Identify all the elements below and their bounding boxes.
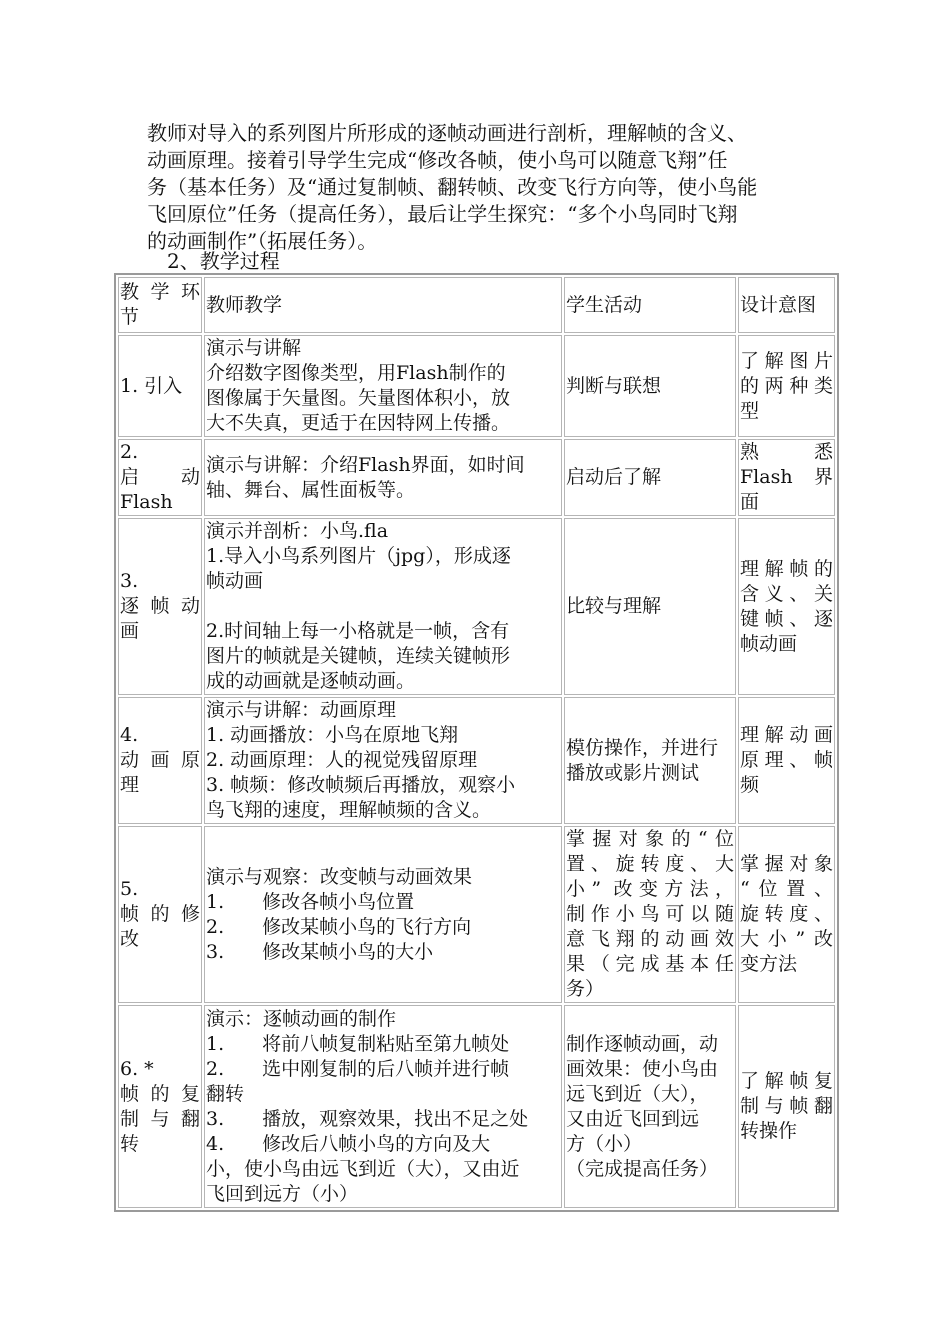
cell-line: 远飞到近（大）， — [566, 1082, 709, 1105]
teacher-cell — [204, 697, 562, 824]
cell-line: 型 — [740, 399, 760, 422]
cell-line: 转操作 — [740, 1120, 798, 1142]
cell-line: 1. 将前八帧复制粘贴至第九帧处 — [206, 1032, 510, 1055]
teacher-cell — [204, 335, 562, 437]
cell-line: 3. 播放，观察效果，找出不足之处 — [206, 1107, 529, 1130]
cell-line: 2. 选中刚复制的后八帧并进行帧 — [206, 1057, 510, 1080]
intro-paragraph — [147, 120, 817, 255]
cell-line: 转 — [120, 1132, 140, 1155]
cell-line: 演示：逐帧动画的制作 — [206, 1007, 397, 1030]
cell-line: 演示与观察：改变帧与动画效果 — [206, 865, 473, 888]
cell-line: 6. * — [120, 1057, 154, 1080]
cell-line: 小” 改变方法， — [566, 878, 734, 900]
cell-line: 逐 帧 动 — [120, 595, 200, 617]
cell-line: 2. 动画原理：人的视觉残留原理 — [206, 749, 478, 771]
cell-line: 启动后了解 — [566, 466, 662, 488]
cell-line: 熟 悉 — [740, 441, 833, 463]
intro-line: 飞回原位”任务（提高任务），最后让学生探究：“多个小鸟同时飞翔 — [147, 202, 738, 226]
cell-line: 帧动画 — [740, 632, 798, 655]
cell-spacer — [206, 594, 560, 619]
table-row — [118, 826, 835, 1003]
teacher-cell — [204, 439, 562, 516]
teaching-process-table — [114, 273, 839, 1212]
cell-line: 方（小） — [566, 1132, 643, 1155]
cell-line: 演示并剖析：小鸟.fla — [206, 520, 389, 542]
cell-line: 旋转度、 — [740, 903, 833, 925]
cell-line: 变方法 — [740, 953, 798, 975]
cell-line: 翻转 — [206, 1082, 245, 1105]
student-cell — [564, 335, 736, 437]
cell-line: 轴、舞台、属性面板等。 — [206, 478, 416, 501]
intro-line: 动画原理。接着引导学生完成“修改各帧，使小鸟可以随意飞翔”任 — [147, 148, 728, 172]
cell-line: 意飞翔的动画效 — [566, 928, 734, 950]
cell-line: 制作逐帧动画，动 — [566, 1032, 719, 1055]
cell-line: 1. 修改各帧小鸟位置 — [206, 890, 415, 913]
cell-line: 理解帧的 — [740, 557, 833, 580]
cell-line: 帧 的 复 — [120, 1082, 200, 1105]
cell-line: 飞回到远方（小） — [206, 1182, 359, 1205]
cell-line: 置、旋转度、大 — [566, 853, 734, 875]
cell-line: 2.时间轴上每一小格就是一帧，含有 — [206, 620, 510, 642]
cell-line: 制与帧翻 — [740, 1095, 833, 1117]
cell-line: 成的动画就是逐帧动画。 — [206, 670, 416, 692]
header-student: 学生活动 — [564, 277, 736, 333]
cell-line: 帧动画 — [206, 570, 264, 592]
cell-line: 演示与讲解：介绍Flash界面，如时间 — [206, 453, 525, 476]
cell-line: 4. — [120, 724, 139, 746]
intro-line: 的动画制作”（拓展任务）。 — [147, 229, 378, 253]
header-teacher: 教师教学 — [204, 277, 562, 333]
cell-line: 图像属于矢量图。矢量图体积小，放 — [206, 387, 511, 409]
cell-line: 播放或影片测试 — [566, 761, 700, 784]
cell-line: 画 — [120, 620, 140, 642]
cell-line: （完成提高任务） — [566, 1157, 719, 1180]
cell-line: 5. — [120, 878, 139, 900]
cell-line: 含义、关 — [740, 582, 833, 605]
student-cell — [564, 1005, 736, 1208]
header-intent: 设计意图 — [738, 277, 835, 333]
cell-line: 3. 修改某帧小鸟的大小 — [206, 940, 434, 963]
student-cell — [564, 518, 736, 695]
intro-line: 务（基本任务）及“通过复制帧、翻转帧、改变飞行方向等，使小鸟能 — [147, 175, 758, 199]
stage-cell — [118, 826, 202, 1003]
cell-line: 动 画 原 — [120, 749, 200, 771]
cell-line: 3. — [120, 570, 139, 592]
cell-line: 大不失真，更适于在因特网上传播。 — [206, 412, 511, 434]
cell-line: 1.导入小鸟系列图片（jpg），形成逐 — [206, 545, 511, 567]
cell-line: Flash — [120, 491, 173, 513]
intent-cell — [738, 697, 835, 824]
intent-cell — [738, 518, 835, 695]
stage-cell — [118, 439, 202, 516]
cell-line: 键帧、逐 — [740, 607, 833, 630]
cell-line: 大小”改 — [740, 928, 833, 950]
intro-line: 教师对导入的系列图片所形成的逐帧动画进行剖析，理解帧的含义、 — [147, 121, 747, 145]
student-cell — [564, 439, 736, 516]
intent-cell — [738, 826, 835, 1003]
table-row — [118, 518, 835, 695]
cell-line: 画效果：使小鸟由 — [566, 1057, 719, 1080]
cell-line: 图片的帧就是关键帧，连续关键帧形 — [206, 645, 511, 667]
table-row — [118, 1005, 835, 1208]
cell-line: 又由近飞回到远 — [566, 1107, 700, 1130]
intent-cell — [738, 439, 835, 516]
cell-line: 的两种类 — [740, 374, 833, 397]
cell-line: 1. 动画播放：小鸟在原地飞翔 — [206, 724, 459, 746]
intent-cell — [738, 1005, 835, 1208]
cell-line: 帧 的 修 — [120, 903, 200, 925]
cell-line: 小，使小鸟由远飞到近（大），又由近 — [206, 1157, 520, 1180]
table-row — [118, 335, 835, 437]
cell-line: 理 — [120, 774, 140, 796]
table-header-row — [118, 277, 835, 333]
cell-line: 改 — [120, 928, 140, 950]
cell-line: 2. — [120, 441, 139, 463]
stage-cell — [118, 335, 202, 437]
cell-line: 制 与 翻 — [120, 1107, 200, 1130]
cell-line: 比较与理解 — [566, 595, 662, 617]
teacher-cell — [204, 1005, 562, 1208]
cell-line: 1. 引入 — [120, 374, 183, 397]
cell-line: 3. 帧频：修改帧频后再播放，观察小 — [206, 774, 516, 796]
intent-cell — [738, 335, 835, 437]
cell-line: 演示与讲解：动画原理 — [206, 699, 397, 721]
header-stage — [118, 277, 202, 333]
cell-line: 介绍数字图像类型，用Flash制作的 — [206, 362, 506, 384]
header-stage-line: 节 — [120, 306, 140, 328]
cell-line: 了解帧复 — [740, 1070, 833, 1092]
cell-line: 4. 修改后八帧小鸟的方向及大 — [206, 1132, 491, 1155]
cell-line: “位置、 — [740, 878, 833, 900]
cell-line: 制作小鸟可以随 — [566, 903, 734, 925]
cell-line: 频 — [740, 774, 760, 796]
table-row — [118, 697, 835, 824]
cell-line: 掌握对象 — [740, 853, 833, 875]
student-cell — [564, 697, 736, 824]
cell-line: 果（完成基本任 — [566, 953, 734, 975]
teacher-cell — [204, 518, 562, 695]
cell-line: 2. 修改某帧小鸟的飞行方向 — [206, 915, 472, 938]
cell-line: 务） — [566, 978, 605, 1000]
section-heading: 2、教学过程 — [167, 249, 280, 273]
cell-line: 掌握对象的“位 — [566, 828, 734, 850]
header-stage-line: 教 学 环 — [120, 281, 200, 303]
cell-line: 鸟飞翔的速度，理解帧频的含义。 — [206, 799, 492, 821]
cell-line: 了解图片 — [740, 349, 833, 372]
stage-cell — [118, 697, 202, 824]
cell-line: Flash 界 — [740, 466, 833, 488]
cell-line: 模仿操作，并进行 — [566, 736, 719, 759]
cell-line: 原理、帧 — [740, 749, 833, 771]
cell-line: 启 动 — [120, 466, 200, 488]
student-cell — [564, 826, 736, 1003]
cell-line: 面 — [740, 491, 760, 513]
cell-line: 理解动画 — [740, 724, 833, 746]
table-row — [118, 439, 835, 516]
cell-line: 演示与讲解 — [206, 337, 302, 359]
stage-cell — [118, 518, 202, 695]
stage-cell — [118, 1005, 202, 1208]
cell-line: 判断与联想 — [566, 374, 662, 397]
teacher-cell — [204, 826, 562, 1003]
